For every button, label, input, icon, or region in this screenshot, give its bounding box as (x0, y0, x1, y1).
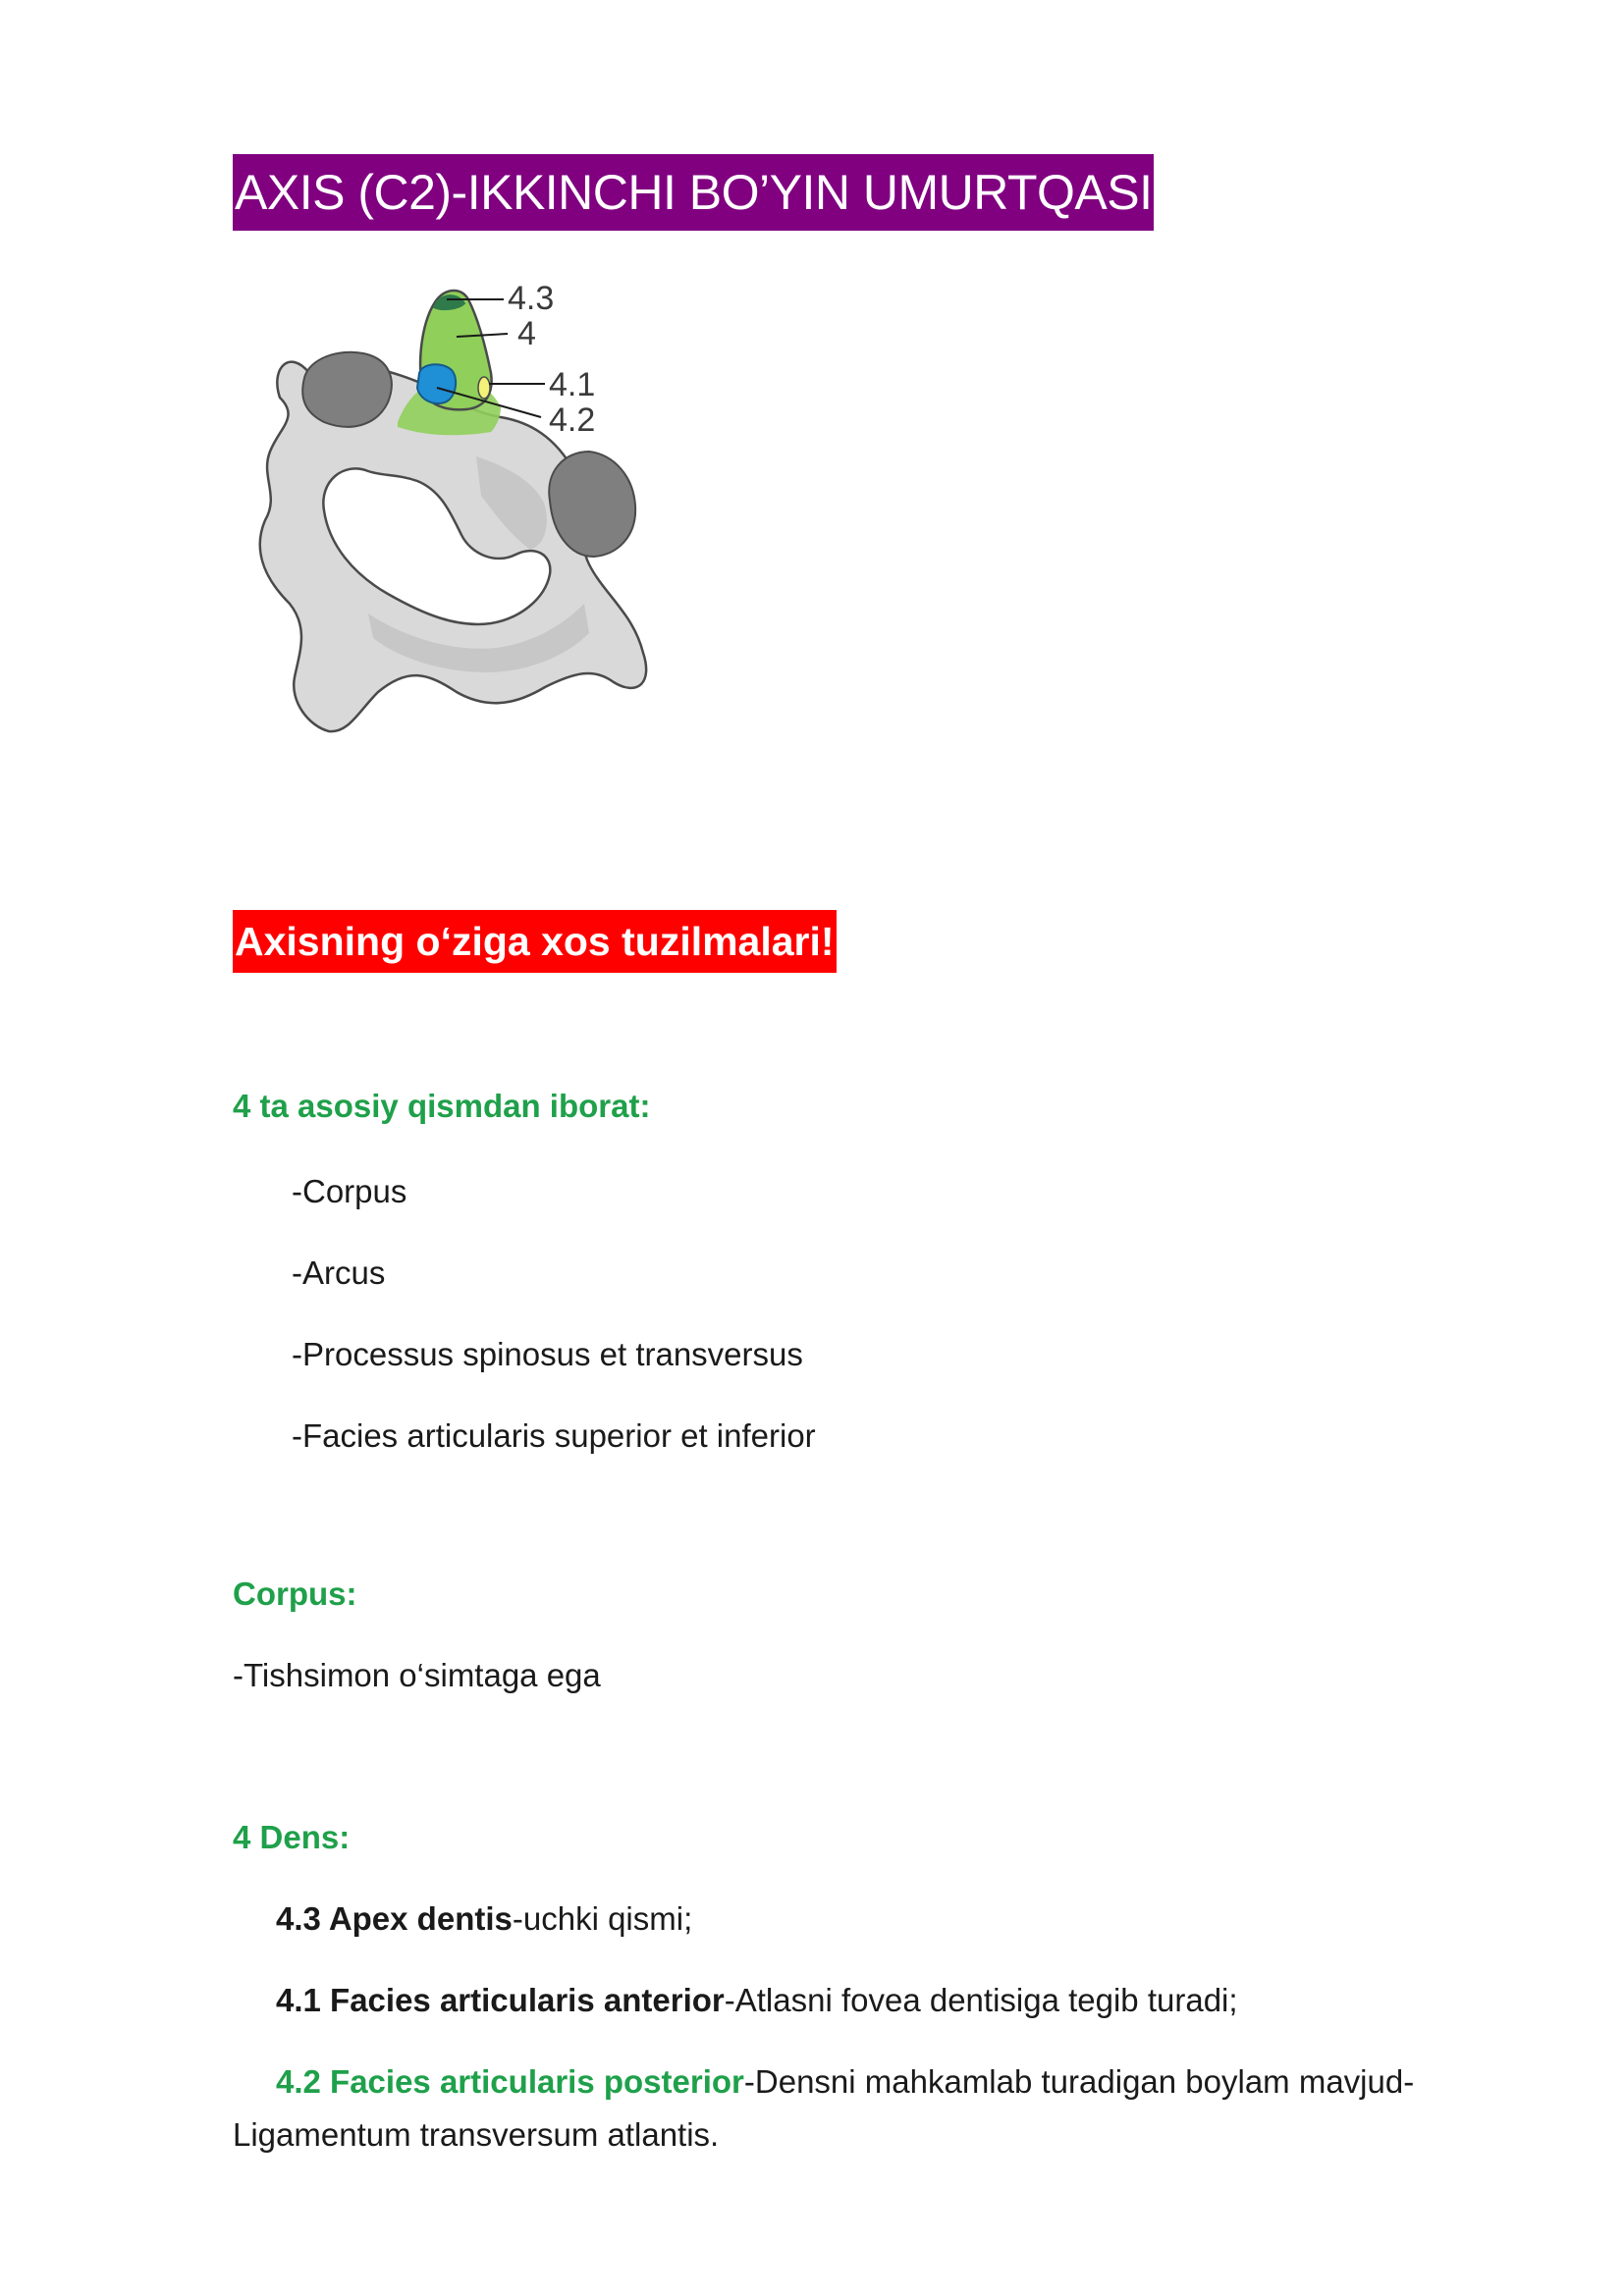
axis-vertebra-illustration (250, 280, 722, 790)
label-4: 4 (517, 315, 536, 352)
posterior-facet (417, 364, 456, 403)
dens-item-desc: -Atlasni fovea dentisiga tegib turadi; (724, 1982, 1238, 2018)
dens-heading: 4 Dens: (233, 1819, 351, 1855)
list-item: -Corpus (292, 1173, 407, 1209)
anterior-facet (478, 377, 490, 399)
section-subtitle: Axisning o‘ziga xos tuzilmalari! (233, 910, 837, 973)
parts-heading: 4 ta asosiy qismdan iborat: (233, 1088, 651, 1124)
dens-item-continuation: Ligamentum transversum atlantis. (233, 2116, 720, 2153)
dens-item-term: 4.3 Apex dentis (276, 1900, 513, 1937)
page-title: AXIS (C2)-IKKINCHI BO’YIN UMURTQASI (233, 154, 1154, 231)
dens-item-term: 4.2 Facies articularis posterior (276, 2063, 744, 2100)
list-item: -Arcus (292, 1255, 386, 1291)
label-4-1: 4.1 (549, 366, 596, 403)
left-superior-facet (302, 352, 392, 427)
corpus-text: -Tishsimon o‘simtaga ega (233, 1657, 601, 1693)
dens-item-apex (276, 1900, 692, 1938)
label-4-3: 4.3 (508, 280, 555, 317)
dens-item-desc: -Densni mahkamlab turadigan boylam mavjud- (743, 2063, 1415, 2100)
list-item: -Facies articularis superior et inferior (292, 1417, 816, 1454)
label-4-2: 4.2 (549, 401, 596, 439)
dens-item-anterior (276, 1982, 1238, 2019)
dens-item-posterior (276, 2063, 1414, 2101)
dens-item-desc: -uchki qismi; (512, 1900, 693, 1937)
list-item: -Processus spinosus et transversus (292, 1336, 803, 1372)
corpus-heading: Corpus: (233, 1575, 357, 1612)
dens-item-term: 4.1 Facies articularis anterior (276, 1982, 725, 2018)
